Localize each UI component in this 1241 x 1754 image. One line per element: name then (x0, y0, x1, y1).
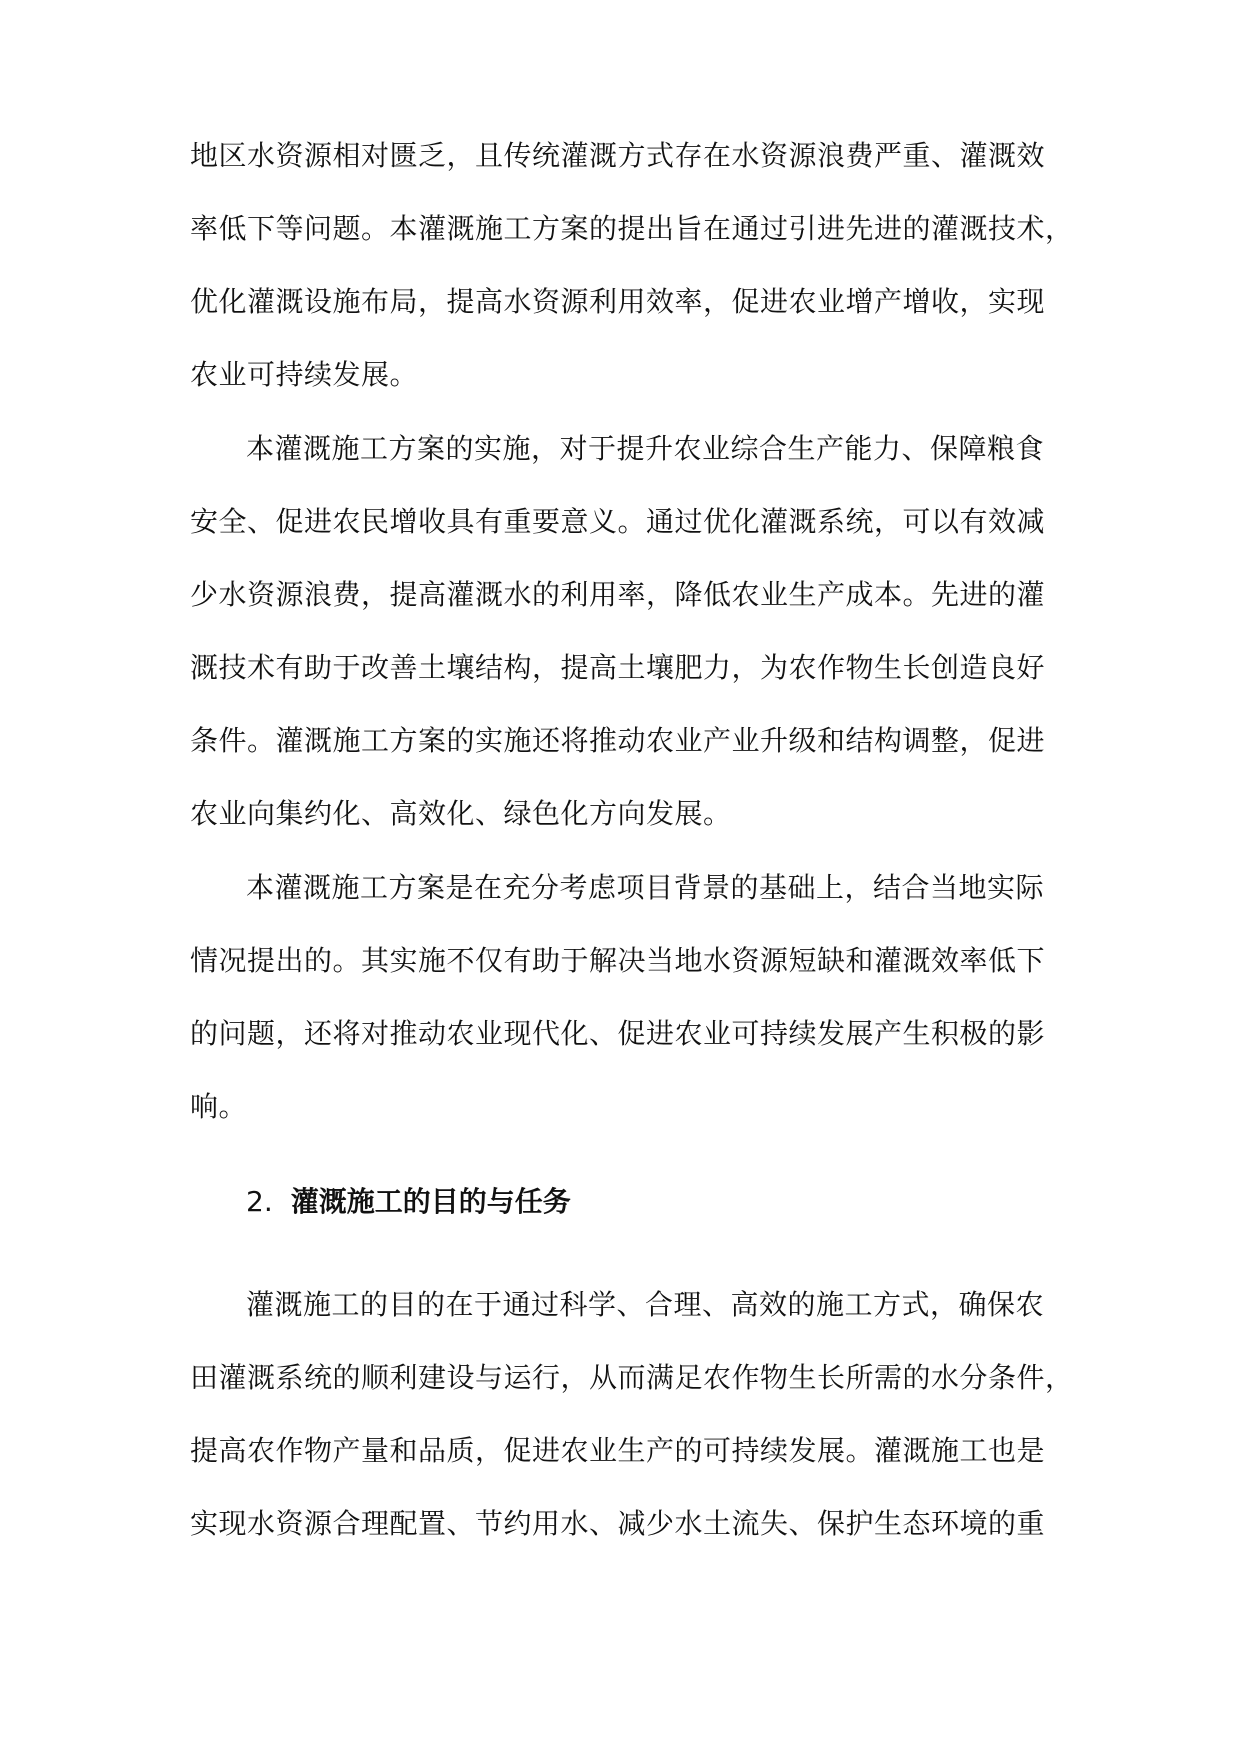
text-line: 率低下等问题。本灌溉施工方案的提出旨在通过引进先进的灌溉技术， (190, 212, 1074, 245)
text-line: 优化灌溉设施布局，提高水资源利用效率，促进农业增产增收，实现 (190, 285, 1046, 318)
text-line: 提高农作物产量和品质，促进农业生产的可持续发展。灌溉施工也是 (190, 1434, 1046, 1467)
text-line: 溉技术有助于改善土壤结构，提高土壤肥力，为农作物生长创造良好 (190, 651, 1046, 684)
text-line: 本灌溉施工方案的实施，对于提升农业综合生产能力、保障粮食 (246, 432, 1045, 465)
section-title: 灌溉施工的目的与任务 (290, 1185, 571, 1218)
text-line: 农业向集约化、高效化、绿色化方向发展。 (190, 797, 732, 830)
text-line: 地区水资源相对匮乏，且传统灌溉方式存在水资源浪费严重、灌溉效 (190, 139, 1046, 172)
text-line: 本灌溉施工方案是在充分考虑项目背景的基础上，结合当地实际 (246, 871, 1045, 904)
text-line: 少水资源浪费，提高灌溉水的利用率，降低农业生产成本。先进的灌 (190, 578, 1046, 611)
text-line: 安全、促进农民增收具有重要意义。通过优化灌溉系统，可以有效减 (190, 505, 1046, 538)
text-line: 实现水资源合理配置、节约用水、减少水土流失、保护生态环境的重 (190, 1507, 1046, 1540)
text-line: 灌溉施工的目的在于通过科学、合理、高效的施工方式，确保农 (246, 1288, 1045, 1321)
text-line: 的问题，还将对推动农业现代化、促进农业可持续发展产生积极的影 (190, 1017, 1046, 1050)
text-line: 农业可持续发展。 (190, 358, 419, 391)
text-line: 响。 (190, 1090, 248, 1123)
text-line: 条件。灌溉施工方案的实施还将推动农业产业升级和结构调整，促进 (190, 724, 1046, 757)
section-number: 2. (246, 1185, 273, 1218)
text-line: 情况提出的。其实施不仅有助于解决当地水资源短缺和灌溉效率低下 (190, 944, 1046, 977)
section-heading (246, 1182, 571, 1222)
text-line: 田灌溉系统的顺利建设与运行，从而满足农作物生长所需的水分条件， (190, 1361, 1074, 1394)
